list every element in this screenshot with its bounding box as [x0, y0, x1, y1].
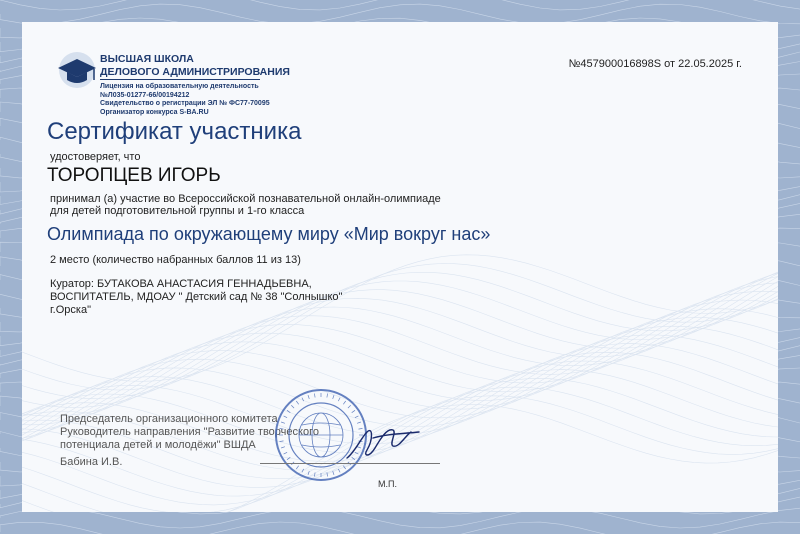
organization-details — [100, 83, 270, 117]
registration-certificate: Свидетельство о регистрации ЭЛ № ФС77-70095 — [100, 100, 270, 107]
chair-line-2: Руководитель направления "Развитие творческого — [60, 426, 319, 438]
participation-line-2: для детей подготовительной группы и 1-го класса — [50, 205, 305, 217]
chair-line-1: Председатель организационного комитета — [60, 413, 278, 425]
participant-name: ТОРОПЦЕВ ИГОРЬ — [47, 165, 221, 186]
participation-line-1: принимал (а) участие во Всероссийской познавательной онлайн-олимпиаде — [50, 193, 441, 205]
certifies-text: удостоверяет, что — [50, 151, 141, 163]
olympiad-name: Олимпиада по окружающему миру «Мир вокруг нас» — [47, 224, 491, 244]
result-text: 2 место (количество набранных баллов 11 из 13) — [50, 254, 301, 266]
curator-line-1: Куратор: БУТАКОВА АНАСТАСИЯ ГЕННАДЬЕВНА, — [50, 278, 312, 290]
curator-info — [50, 278, 342, 317]
certificate-number: №457900016898S от 22.05.2025 г. — [568, 58, 742, 70]
license-number: №Л035-01277-66/00194212 — [100, 91, 190, 99]
seal-place-label: М.П. — [378, 479, 397, 489]
curator-line-3: г.Орска" — [50, 304, 91, 316]
participation-text — [50, 193, 441, 217]
contest-organizer: Организатор конкурса S-BA.RU — [100, 108, 209, 116]
signature-line — [260, 463, 440, 464]
license-label: Лицензия на образовательную деятельность — [100, 83, 259, 90]
graduation-cap-logo-icon — [52, 50, 102, 90]
curator-line-2: ВОСПИТАТЕЛЬ, МДОАУ " Детский сад № 38 "Солнышко" — [50, 291, 343, 303]
chair-line-3: потенциала детей и молодёжи" ВШДА — [60, 439, 256, 451]
organization-name-line1: ВЫСШАЯ ШКОЛА — [100, 53, 194, 65]
organization-name — [100, 53, 290, 79]
chair-name: Бабина И.В. — [60, 456, 123, 468]
certificate-title: Сертификат участника — [47, 118, 302, 145]
signature-icon — [343, 418, 423, 466]
organization-name-line2: ДЕЛОВОГО АДМИНИСТРИРОВАНИЯ — [100, 66, 290, 78]
organization-divider — [100, 79, 260, 80]
